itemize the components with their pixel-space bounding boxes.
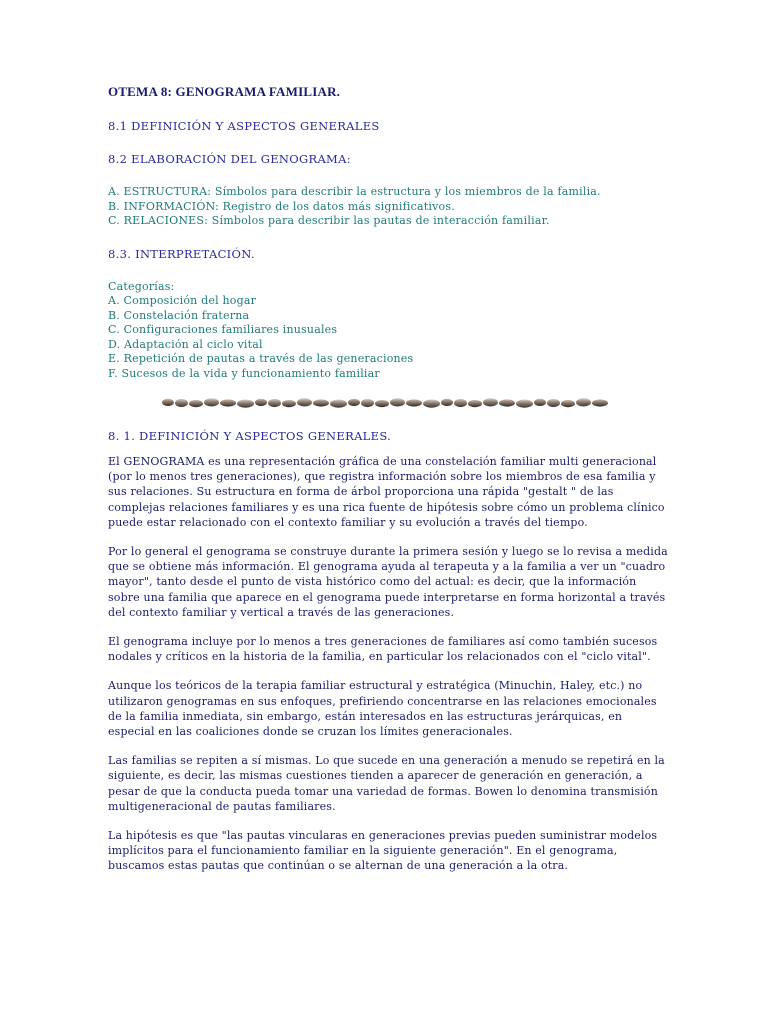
paragraph: El GENOGRAMA es una representación gráfica de una constelación familiar multi generacional (por lo menos tres generaciones), que registra información sobre los miembros de esa familia y sus relaciones. Su estructura en forma de árbol proporciona una rápida "gestalt " de las complejas relaciones familiares y es una rica fuente de hipótesis sobre cómo un problema clínico puede estar relacionado con el contexto familiar y su evolución a través del tiempo. xyxy=(108,455,665,529)
list-item: A. ESTRUCTURA: Símbolos para describir la estructura y los miembros de la familia. xyxy=(108,185,601,198)
bead xyxy=(516,400,533,408)
section-heading-8-1: 8. 1. DEFINICIÓN Y ASPECTOS GENERALES. xyxy=(108,429,392,443)
list-item: D. Adaptación al ciclo vital xyxy=(108,337,263,351)
categories-label: Categorías: xyxy=(108,279,175,293)
list-item: A. Composición del hogar xyxy=(108,294,257,307)
bead xyxy=(441,399,453,406)
bead xyxy=(268,399,281,407)
bead xyxy=(499,399,515,406)
bead xyxy=(468,400,482,407)
bead xyxy=(592,399,608,406)
toc-8-2-list xyxy=(108,185,668,229)
bead xyxy=(330,400,347,408)
bead xyxy=(576,398,591,406)
stone-bead-divider-icon xyxy=(156,395,616,411)
list-item: B. INFORMACIÓN: Registro de los datos más significativos. xyxy=(108,199,455,213)
section-body xyxy=(108,454,668,874)
list-item: C. Configuraciones familiares inusuales xyxy=(108,323,338,336)
bead xyxy=(483,398,498,406)
list-item: E. Repetición de pautas a través de las generaciones xyxy=(108,352,414,365)
list-item: F. Sucesos de la vida y funcionamiento familiar xyxy=(108,366,380,380)
document-page xyxy=(108,84,668,888)
list-item: B. Constelación fraterna xyxy=(108,308,250,322)
bead xyxy=(534,399,546,406)
bead xyxy=(175,399,188,407)
toc-heading-8-2: 8.2 ELABORACIÓN DEL GENOGRAMA: xyxy=(108,152,351,166)
bead xyxy=(162,399,174,406)
bead xyxy=(423,400,440,408)
bead xyxy=(390,398,405,406)
toc-heading-8-3: 8.3. INTERPRETACIÓN. xyxy=(108,246,255,261)
bead xyxy=(204,398,219,406)
paragraph: Por lo general el genograma se construye durante la primera sesión y luego se lo revisa a medida que se obtiene más información. El genograma ayuda al terapeuta y a la familia a ver un "cuadro mayor", tanto desde el punto de vista histórico como del actual: es decir, que la información sobre una familia que aparece en el genograma puede interpretarse en forma horizontal a través del contexto familiar y vertical a través de las generaciones. xyxy=(108,545,668,619)
paragraph: El genograma incluye por lo menos a tres generaciones de familiares así como también sucesos nodales y críticos en la historia de la familia, en particular los relacionados con el "ciclo vital". xyxy=(108,635,658,664)
bead xyxy=(361,399,374,407)
bead xyxy=(547,399,560,407)
paragraph: La hipótesis es que "las pautas vincularas en generaciones previas pueden suministrar modelos implícitos para el funcionamiento familiar en la siguiente generación". En el genograma, buscamos estas pautas que continúan o se alternan de una generación a la otra. xyxy=(108,829,658,873)
bead xyxy=(406,399,422,406)
bead xyxy=(561,400,575,407)
bead xyxy=(220,399,236,406)
categories-list xyxy=(108,280,668,382)
bead xyxy=(313,399,329,406)
paragraph: Las familias se repiten a sí mismas. Lo que sucede en una generación a menudo se repetirá en la siguiente, es decir, las mismas cuestiones tienden a aparecer de generación en generación, a pesar de que la conducta pueda tomar una variedad de formas. Bowen lo denomina transmisión multigeneracional de pautas familiares. xyxy=(108,754,665,813)
bead xyxy=(454,399,467,407)
bead xyxy=(237,400,254,408)
toc-heading-8-1: 8.1 DEFINICIÓN Y ASPECTOS GENERALES xyxy=(108,119,380,133)
bead xyxy=(282,400,296,407)
bead xyxy=(255,399,267,406)
bead xyxy=(189,400,203,407)
document-title: OTEMA 8: GENOGRAMA FAMILIAR. xyxy=(108,84,341,99)
bead xyxy=(348,399,360,406)
bead xyxy=(297,398,312,406)
list-item: C. RELACIONES: Símbolos para describir las pautas de interacción familiar. xyxy=(108,214,550,227)
paragraph: Aunque los teóricos de la terapia familiar estructural y estratégica (Minuchin, Haley, etc.) no utilizaron genogramas en sus enfoques, prefiriendo concentrarse en las relaciones emocionales de la familia inmediata, sin embargo, están interesados en las estructuras jerárquicas, en especial en las coaliciones donde se cruzan los límites generacionales. xyxy=(108,679,657,739)
bead xyxy=(375,400,389,407)
